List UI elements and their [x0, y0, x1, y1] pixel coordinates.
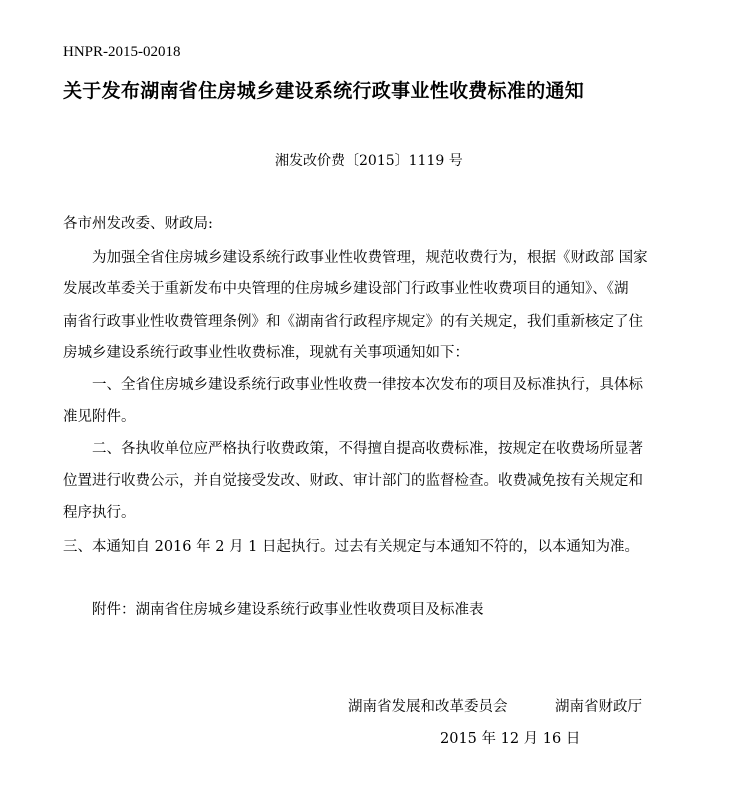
body-line: 南省行政事业性收费管理条例》和《湖南省行政程序规定》的有关规定，我们重新核定了住: [63, 314, 643, 330]
body-line: 一、全省住房城乡建设系统行政事业性收费一律按本次发布的项目及标准执行，具体标: [92, 377, 643, 393]
body-line: 三、本通知自 2016 年 2 月 1 日起执行。过去有关规定与本通知不符的，以本通知为准。: [63, 539, 640, 555]
body-line: 位置进行收费公示，并自觉接受发改、财政、审计部门的监督检查。收费减免按有关规定和: [63, 473, 643, 489]
body-line: 准见附件。: [63, 409, 136, 425]
signature-date: 2015 年 12 月 16 日: [440, 731, 581, 747]
body-line: 为加强全省住房城乡建设系统行政事业性收费管理，规范收费行为，根据《财政部 国家: [92, 250, 648, 266]
salutation: 各市州发改委、财政局:: [63, 216, 213, 232]
document-number: 湘发改价费〔2015〕1119 号: [275, 153, 463, 169]
attachment-line: 附件：湖南省住房城乡建设系统行政事业性收费项目及标准表: [92, 602, 484, 618]
signature-org-development-reform: 湖南省发展和改革委员会: [348, 699, 508, 715]
document-code: HNPR-2015-02018: [63, 44, 181, 60]
body-line: 发展改革委关于重新发布中央管理的住房城乡建设部门行政事业性收费项目的通知》、《湖: [63, 281, 629, 297]
body-line: 程序执行。: [63, 505, 136, 521]
signature-org-finance: 湖南省财政厅: [555, 699, 642, 715]
document-title: 关于发布湖南省住房城乡建设系统行政事业性收费标准的通知: [63, 80, 585, 102]
body-line: 二、各执收单位应严格执行收费政策，不得擅自提高收费标准，按规定在收费场所显著: [92, 441, 643, 457]
body-line: 房城乡建设系统行政事业性收费标准，现就有关事项通知如下：: [63, 345, 469, 361]
